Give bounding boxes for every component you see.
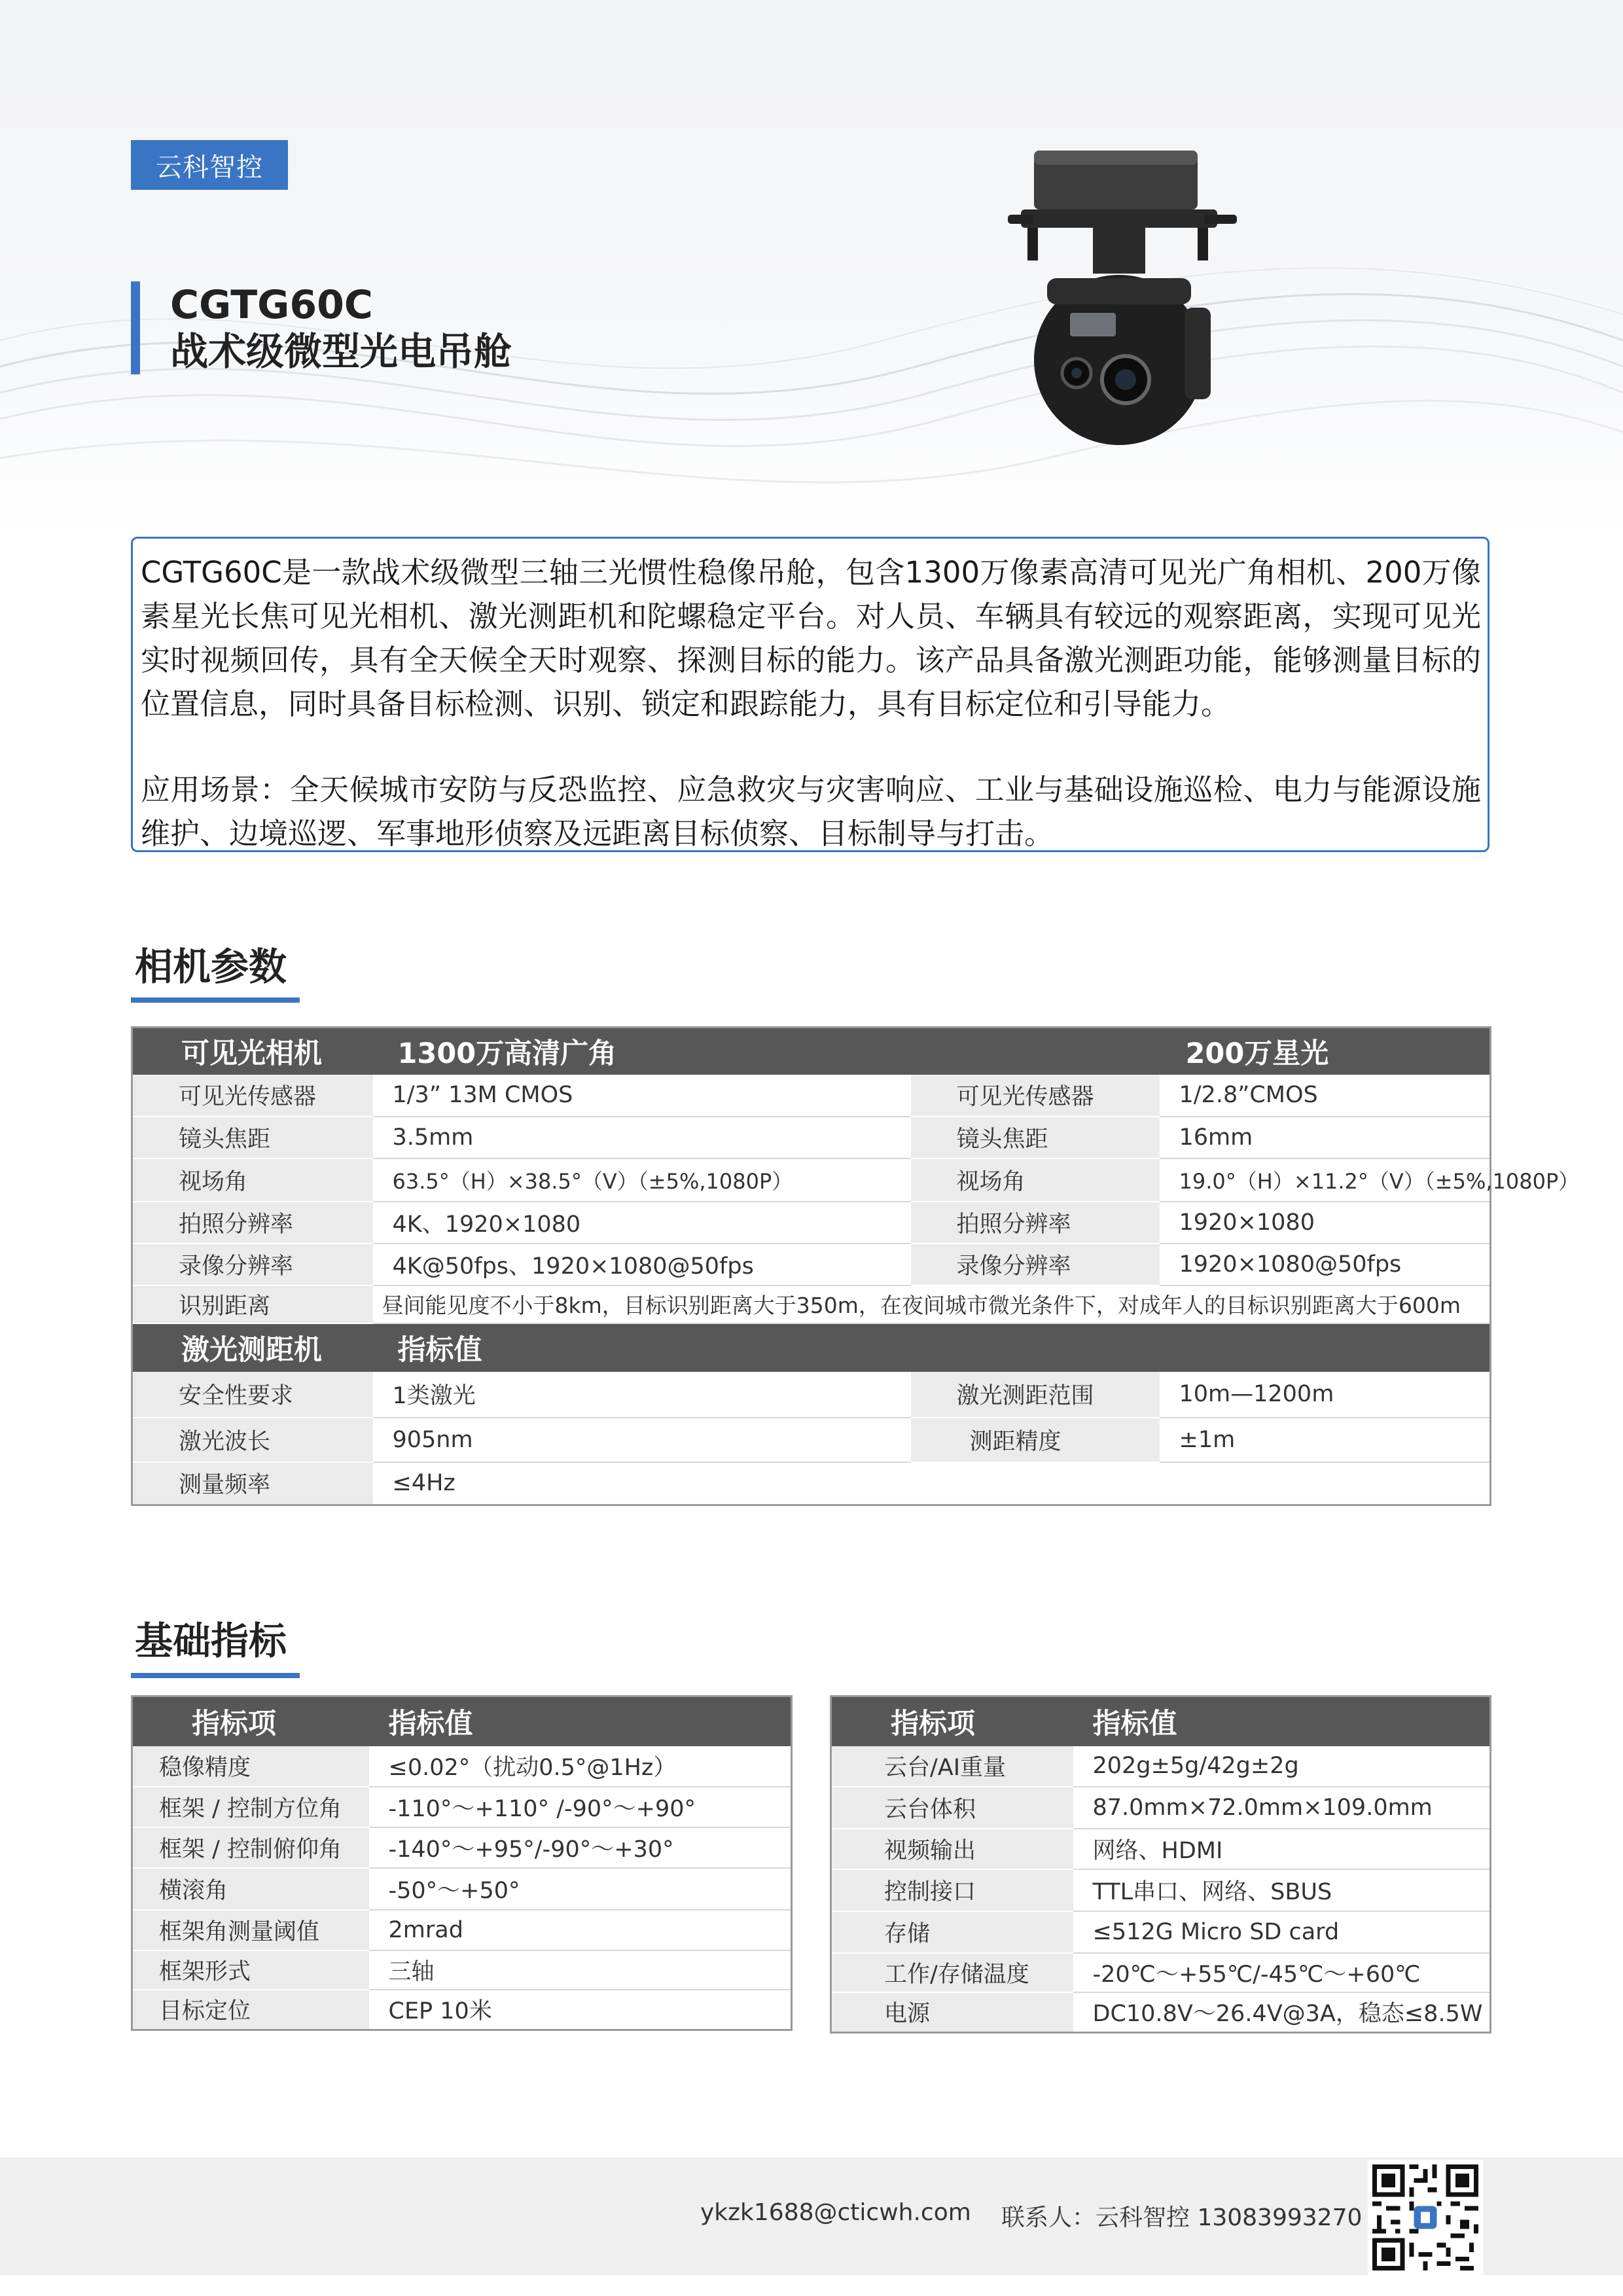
header-cell: 指标项	[132, 1696, 369, 1746]
metric-label: 框架形式	[132, 1950, 369, 1990]
param-value: 1/2.8”CMOS	[1160, 1075, 1491, 1117]
table-row	[132, 1117, 1491, 1158]
table-row	[831, 1787, 1491, 1829]
table-row	[132, 1075, 1491, 1117]
basic-spec-table-left	[131, 1695, 793, 2031]
header-cell: 可见光相机	[132, 1028, 373, 1075]
metric-value: -140°～+95°/-90°～+30°	[369, 1827, 792, 1868]
product-model: CGTG60C	[170, 282, 373, 328]
header-cell: 指标项	[831, 1696, 1073, 1746]
table-row	[132, 1418, 1491, 1462]
table-row	[132, 1950, 792, 1990]
param-value: 16mm	[1160, 1117, 1491, 1158]
metric-label: 横滚角	[132, 1868, 369, 1910]
metric-label: 电源	[831, 1992, 1073, 2033]
table-row	[132, 1244, 1491, 1285]
metric-label: 存储	[831, 1911, 1073, 1953]
header-cell: 激光测距机	[132, 1323, 373, 1372]
table-row	[132, 1827, 792, 1868]
metric-value: 2mrad	[369, 1910, 792, 1950]
header-cell: 指标值	[369, 1696, 792, 1746]
param-value: 1920×1080	[1160, 1202, 1491, 1244]
table-row	[132, 1868, 792, 1910]
param-label: 视场角	[132, 1158, 373, 1202]
product-description: CGTG60C是一款战术级微型三轴三光惯性稳像吊舱，包含1300万像素高清可见光广角相机、200万像素星光长焦可见光相机、激光测距机和陀螺稳定平台。对人员、车辆具有较远的观察距离，实现可见光实时视频回传，具有全天候全天时观察、探测目标的能力。该产品具备激光测距功能，能够测量目标的位置信息，同时具备目标检测、识别、锁定和跟踪能力，具有目标定位和引导能力。	[141, 555, 1481, 721]
header-cell: 200万星光	[911, 1028, 1491, 1075]
metric-label: 稳像精度	[132, 1746, 369, 1787]
application-scenarios: 应用场景：全天候城市安防与反恐监控、应急救灾与灾害响应、工业与基础设施巡检、电力与能源设施维护、边境巡逻、军事地形侦察及远距离目标侦察、目标制导与打击。	[141, 772, 1481, 851]
metric-label: 云台/AI重量	[831, 1746, 1073, 1787]
metric-label: 框架 / 控制方位角	[132, 1787, 369, 1827]
gimbal-product-image	[1008, 137, 1243, 458]
param-label: 测量频率	[132, 1462, 373, 1505]
param-label: 可见光传感器	[132, 1075, 373, 1117]
param-label: 激光波长	[132, 1418, 373, 1462]
param-value: ≤4Hz	[373, 1462, 1491, 1505]
param-value: ±1m	[1160, 1418, 1491, 1462]
table-row	[132, 1990, 792, 2030]
wave-decoration	[0, 0, 1623, 537]
metric-label: 框架角测量阈值	[132, 1910, 369, 1950]
param-value: 昼间能见度不小于8km，目标识别距离大于350m，在夜间城市微光条件下，对成年人的目标识别距离大于600m	[373, 1285, 1491, 1323]
param-label: 镜头焦距	[911, 1117, 1160, 1158]
metric-value: -50°～+50°	[369, 1868, 792, 1910]
metric-label: 目标定位	[132, 1990, 369, 2030]
param-label: 拍照分辨率	[132, 1202, 373, 1244]
metric-value: ≤512G Micro SD card	[1073, 1911, 1491, 1953]
metric-value: -110°～+110° /-90°～+90°	[369, 1787, 792, 1827]
table-row	[831, 1911, 1491, 1953]
param-label: 激光测距范围	[911, 1372, 1160, 1418]
param-label: 录像分辨率	[911, 1244, 1160, 1285]
metric-value: -20℃～+55℃/-45℃～+60℃	[1073, 1953, 1491, 1992]
section-underline	[131, 1673, 300, 1678]
metric-label: 视频输出	[831, 1829, 1073, 1869]
section-title-basic: 基础指标	[135, 1619, 287, 1663]
hero-background	[0, 0, 1623, 537]
param-value: 4K、1920×1080	[373, 1202, 911, 1244]
param-label: 可见光传感器	[911, 1075, 1160, 1117]
param-label: 视场角	[911, 1158, 1160, 1202]
table-row	[132, 1158, 1491, 1202]
table-row	[132, 1746, 792, 1787]
metric-value: 网络、HDMI	[1073, 1829, 1491, 1869]
metric-value: TTL串口、网络、SBUS	[1073, 1869, 1491, 1911]
table-header-row	[132, 1028, 1491, 1075]
metric-label: 框架 / 控制俯仰角	[132, 1827, 369, 1868]
table-row	[132, 1787, 792, 1827]
metric-value: 202g±5g/42g±2g	[1073, 1746, 1491, 1787]
header-cell: 1300万高清广角	[373, 1028, 911, 1075]
table-row	[132, 1910, 792, 1950]
metric-value: ≤0.02°（扰动0.5°@1Hz）	[369, 1746, 792, 1787]
table-row	[831, 1746, 1491, 1787]
param-label: 识别距离	[132, 1285, 373, 1323]
param-label: 镜头焦距	[132, 1117, 373, 1158]
param-value: 19.0°（H）×11.2°（V）（±5%,1080P）	[1160, 1158, 1491, 1202]
section-underline	[131, 997, 300, 1003]
table-row	[831, 1869, 1491, 1911]
metric-label: 控制接口	[831, 1869, 1073, 1911]
table-row	[132, 1462, 1491, 1505]
contact-person: 联系人：云科智控 13083993270	[1001, 2204, 1363, 2231]
param-value: 63.5°（H）×38.5°（V）（±5%,1080P）	[373, 1158, 911, 1202]
camera-spec-table	[131, 1026, 1580, 1506]
param-label: 拍照分辨率	[911, 1202, 1160, 1244]
table-header-row	[132, 1323, 1491, 1372]
product-title-block	[131, 281, 512, 374]
table-row	[831, 1992, 1491, 2033]
param-label: 安全性要求	[132, 1372, 373, 1418]
table-header-row	[831, 1696, 1491, 1746]
param-value: 1/3” 13M CMOS	[373, 1075, 911, 1117]
qr-code-icon	[1368, 2160, 1483, 2275]
table-row	[132, 1372, 1491, 1418]
metric-value: 三轴	[369, 1950, 792, 1990]
param-value: 3.5mm	[373, 1117, 911, 1158]
param-value: 905nm	[373, 1418, 911, 1462]
intro-box	[131, 537, 1489, 852]
param-label: 测距精度	[911, 1418, 1160, 1462]
table-row	[132, 1285, 1491, 1323]
table-row	[831, 1829, 1491, 1869]
table-row	[831, 1953, 1491, 1992]
contact-email[interactable]: ykzk1688@cticwh.com	[700, 2199, 971, 2226]
metric-label: 云台体积	[831, 1787, 1073, 1829]
brand-tag: 云科智控	[131, 140, 288, 190]
param-value: 1类激光	[373, 1372, 911, 1418]
table-header-row	[132, 1696, 792, 1746]
metric-value: DC10.8V～26.4V@3A，稳态≤8.5W	[1073, 1992, 1491, 2033]
param-value: 4K@50fps、1920×1080@50fps	[373, 1244, 911, 1285]
metric-value: CEP 10米	[369, 1990, 792, 2030]
param-value: 10m—1200m	[1160, 1372, 1491, 1418]
header-cell: 指标值	[1073, 1696, 1491, 1746]
section-title-camera: 相机参数	[135, 944, 287, 989]
metric-label: 工作/存储温度	[831, 1953, 1073, 1992]
param-label: 录像分辨率	[132, 1244, 373, 1285]
table-row	[132, 1202, 1491, 1244]
param-value: 1920×1080@50fps	[1160, 1244, 1491, 1285]
product-name: 战术级微型光电吊舱	[170, 329, 512, 374]
basic-spec-table-right	[830, 1695, 1491, 2034]
header-cell: 指标值	[373, 1323, 1491, 1372]
metric-value: 87.0mm×72.0mm×109.0mm	[1073, 1787, 1491, 1829]
